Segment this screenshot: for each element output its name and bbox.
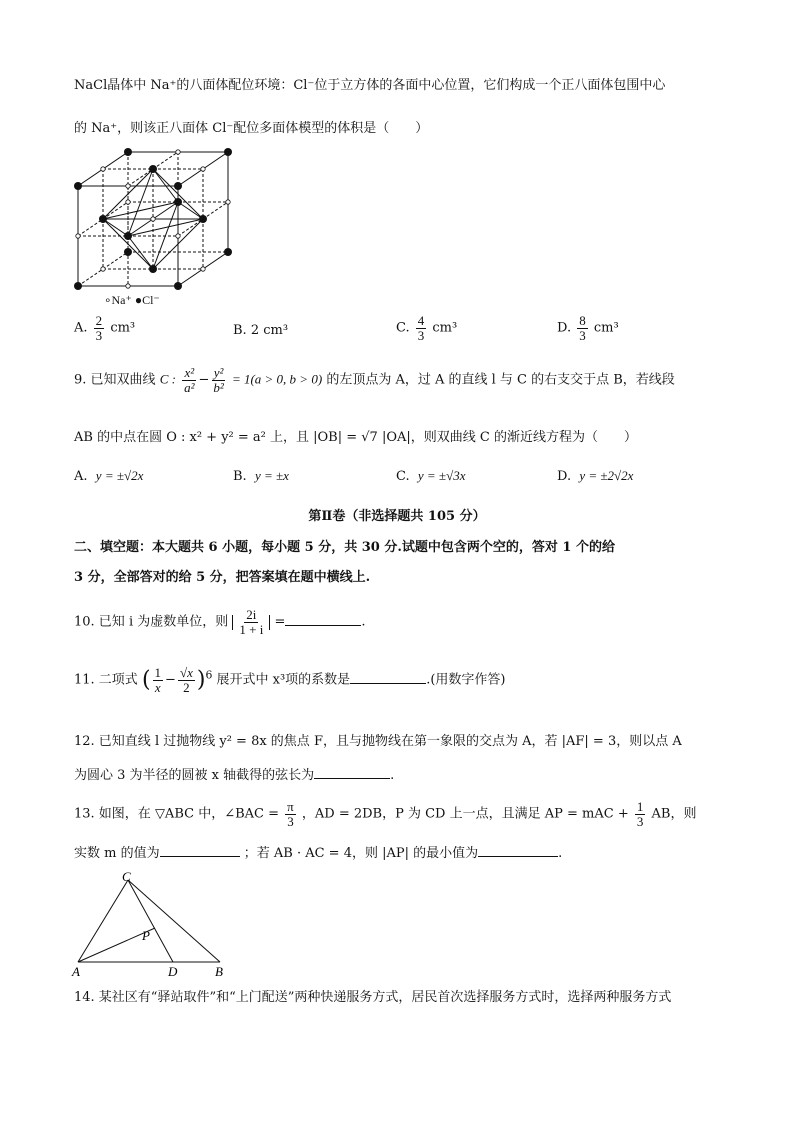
q10-answer-blank[interactable]	[285, 613, 361, 626]
q14-line1: 14. 某社区有“驿站取件”和“上门配送”两种快递服务方式，居民首次选择服务方式时，选择两种服务方式	[74, 990, 672, 1005]
q9-option-b[interactable]: B. y = ±x	[233, 468, 289, 484]
q12-line1: 12. 已知直线 l 过抛物线 y² = 8x 的焦点 F，且与抛物线在第一象限的交点为 A，若 |AF| = 3，则以点 A	[74, 734, 682, 749]
crystal-legend	[104, 293, 160, 308]
q9-option-d[interactable]: D. y = ±2√2x	[557, 468, 634, 484]
part2-line2: 3 分，全部答对的给 5 分，把答案填在题中横线上.	[74, 570, 371, 585]
q8-option-b[interactable]: B. 2 cm³	[233, 323, 289, 338]
q9-option-a[interactable]: A. y = ±√2x	[74, 468, 144, 484]
section-title: 第Ⅱ卷（非选择题共 105 分）	[308, 509, 486, 524]
q9-line1: 9. 已知双曲线 C : $\frac{\text{x²}}{\text{a²}}$ − $\frac{\text{y²}}{\text{b²}}$ = 1(a > 0, b > 0) 的左顶点为 A，过 A 的直线 l 与 C 的右支交于点 B，若线段	[74, 365, 675, 395]
q13-answer-blank-2[interactable]	[478, 844, 558, 857]
label-a: A	[72, 964, 80, 979]
q8-line1: NaCl晶体中 Na⁺的八面体配位环境：Cl⁻位于立方体的各面中心位置，它们构成一个正八面体包围中心	[74, 78, 666, 93]
q8-line2: 的 Na⁺，则该正八面体 Cl⁻配位多面体模型的体积是（ ）	[74, 121, 429, 136]
label-c: C	[122, 870, 131, 884]
q9-line2: AB 的中点在圆 O : x² + y² = a² 上，且 |OB| = √7 |OA|，则双曲线 C 的渐近线方程为（ ）	[74, 430, 637, 445]
part2-line1: 二、填空题：本大题共 6 小题，每小题 5 分，共 30 分.试题中包含两个空的，答对 1 个的给	[74, 540, 615, 555]
legend-cl: ●Cl⁻	[134, 293, 160, 307]
q13-line2: 实数 m 的值为 ；若 AB · AC = 4，则 |AP| 的最小值为 .	[74, 846, 563, 861]
q8-option-c[interactable]: C. $\frac{4}{3}$ cm³	[396, 313, 458, 343]
label-p: P	[142, 928, 150, 943]
q12-line2: 为圆心 3 为半径的圆被 x 轴截得的弦长为 .	[74, 768, 395, 783]
q13-line1: 13. 如图，在 ▽ABC 中，∠BAC = $\frac{\pi}{3}$ ，AD = 2DB，P 为 CD 上一点，且满足 AP = mAC + $\frac{1}{3}$ AB，则	[74, 799, 697, 829]
q8-option-a[interactable]: A. $\frac{2}{3}$ cm³	[74, 313, 136, 343]
q9-option-c[interactable]: C. y = ±√3x	[396, 468, 466, 484]
legend-na: ∘Na⁺	[104, 293, 132, 307]
q10: 10. 已知 i 为虚数单位，则 $\frac{2i}{1 + i}$ = .	[74, 607, 366, 637]
q11: 11. 二项式 ( $\frac{1}{x}$ − $\frac{√x}{2}$ )$^6$ 展开式中 x³项的系数是 .(用数字作答)	[74, 665, 506, 695]
q11-answer-blank[interactable]	[350, 671, 426, 684]
triangle-figure	[70, 870, 230, 980]
q12-answer-blank[interactable]	[314, 766, 390, 779]
q13-answer-blank-1[interactable]	[160, 844, 240, 857]
nacl-crystal-figure	[68, 140, 243, 310]
q8-option-d[interactable]: D. $\frac{8}{3}$ cm³	[557, 313, 619, 343]
label-b: B	[215, 964, 223, 979]
label-d: D	[168, 964, 178, 979]
